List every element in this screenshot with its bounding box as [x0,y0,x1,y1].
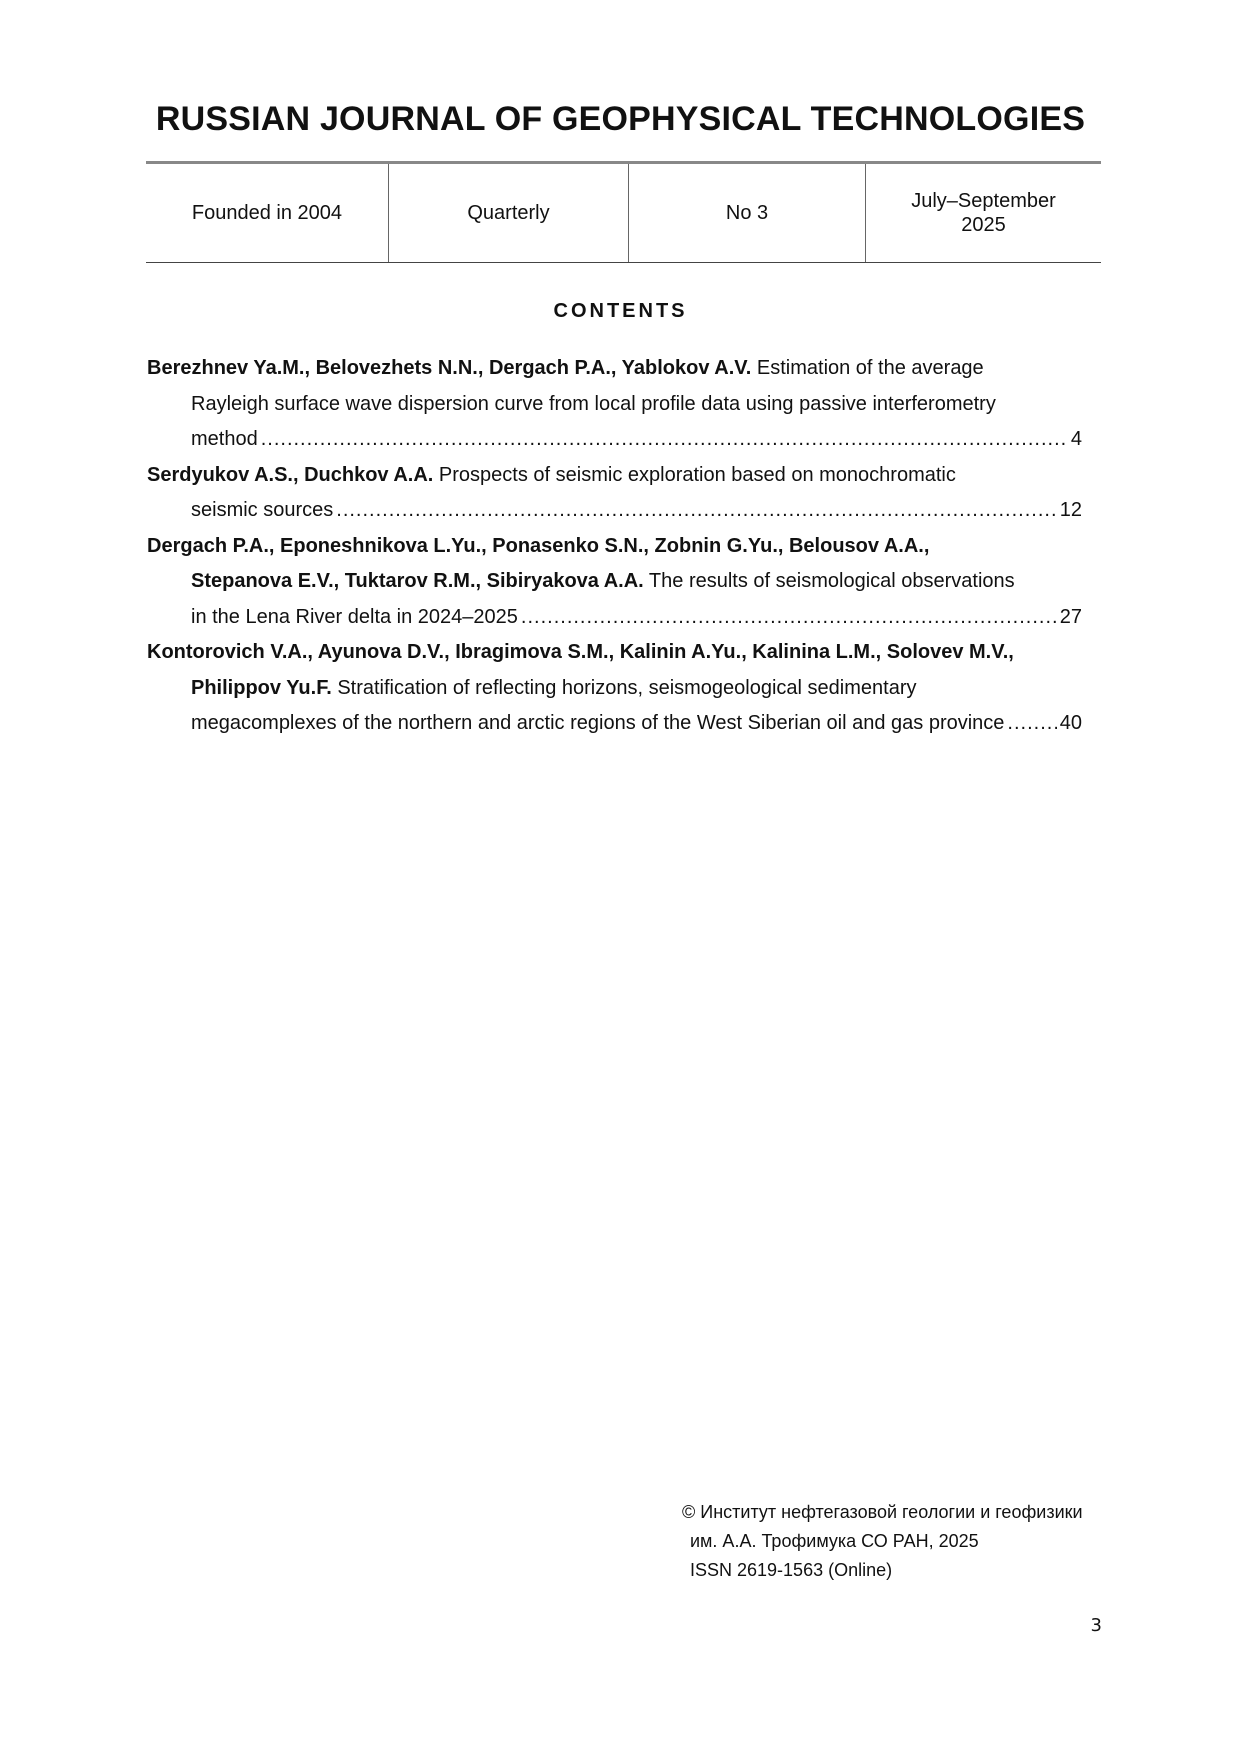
leader-dots [1007,706,1056,742]
toc-page-number: 12 [1059,499,1082,521]
table-of-contents [147,351,1082,742]
toc-authors: Kontorovich V.A., Ayunova D.V., Ibragimova S.M., Kalinin A.Yu., Kalinina L.M., Solovev M.V., [147,641,1014,663]
toc-entry[interactable] [147,458,1082,529]
leader-dots [336,493,1056,529]
period-year: 2025 [961,214,1006,236]
toc-title-end: in the Lena River delta in 2024–2025 [191,605,518,628]
frequency-cell: Quarterly [389,164,629,262]
page-number: 3 [1090,1615,1102,1636]
contents-heading: CONTENTS [553,300,688,322]
issn: ISSN 2619-1563 (Online) [690,1560,893,1580]
journal-title: RUSSIAN JOURNAL OF GEOPHYSICAL TECHNOLOGIES [155,100,1086,138]
toc-title: Stratification of reflecting horizons, seismogeological sedimentary [331,676,917,699]
period-months: July–September [911,190,1056,212]
period-cell [866,164,1101,262]
toc-authors: Dergach P.A., Eponeshnikova L.Yu., Ponasenko S.N., Zobnin G.Yu., Belousov A.A., [147,534,930,557]
toc-title-end: seismic sources [191,499,334,521]
toc-title-end: method [191,428,258,450]
copyright-line: © Институт нефтегазовой геологии и геофизики [682,1502,1083,1522]
toc-authors: Berezhnev Ya.M., Belovezhets N.N., Dergach P.A., Yablokov A.V. [147,357,752,379]
toc-title: The results of seismological observations [643,570,1015,592]
issue-number-cell: No 3 [629,164,866,262]
toc-authors-continued: Stepanova E.V., Tuktarov R.M., Sibiryakova A.A. [191,570,644,592]
toc-page-number: 4 [1070,428,1082,450]
toc-authors: Serdyukov A.S., Duchkov A.A. [147,463,434,486]
toc-entry[interactable] [147,351,1082,458]
copyright-institute: им. А.А. Трофимука СО РАН, 2025 [690,1531,979,1551]
toc-title-continued: Rayleigh surface wave dispersion curve from local profile data using passive interferometry [191,392,996,415]
toc-entry[interactable] [147,635,1082,742]
founded-cell: Founded in 2004 [146,164,389,262]
toc-authors-continued: Philippov Yu.F. [191,676,332,699]
toc-title: Estimation of the average [751,357,984,379]
toc-entry[interactable] [147,529,1082,636]
toc-page-number: 27 [1059,605,1082,628]
leader-dots [261,422,1068,458]
copyright-block [682,1498,1083,1585]
leader-dots [521,600,1057,636]
toc-title-end: megacomplexes of the northern and arctic regions of the West Siberian oil and gas province [191,712,1005,734]
issue-info-table [146,161,1101,263]
toc-title: Prospects of seismic exploration based on monochromatic [433,463,956,486]
toc-page-number: 40 [1059,712,1082,734]
